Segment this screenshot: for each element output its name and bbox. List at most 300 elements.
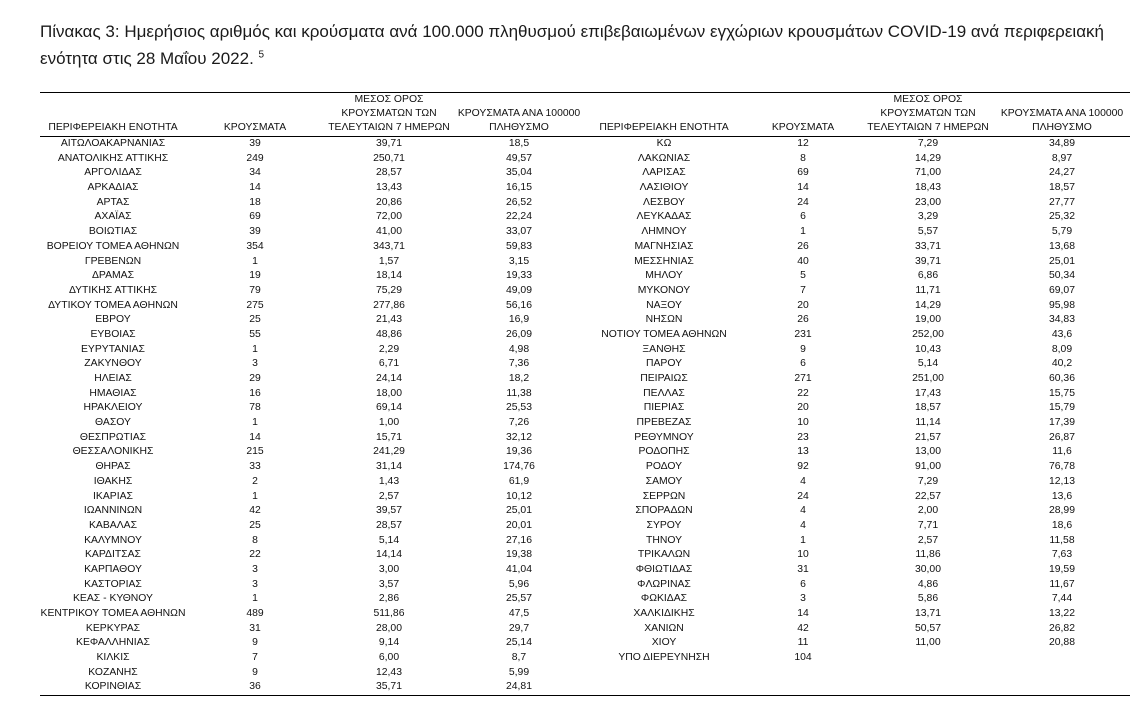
right-avg7-cell: 50,57	[914, 622, 941, 634]
right-region-cell: ΝΑΞΟΥ	[646, 299, 682, 311]
right-per100k-cell	[994, 680, 1130, 695]
left-avg7-cell: 39,57	[375, 505, 402, 517]
left-region-cell: ΚΟΡΙΝΘΙΑΣ	[40, 680, 186, 695]
right-region-cell: ΣΑΜΟΥ	[645, 475, 683, 487]
left-region-cell: ΒΟΙΩΤΙΑΣ	[88, 226, 138, 238]
left-avg7-cell: 1,43	[378, 475, 400, 487]
right-region-cell: ΞΑΝΘΗΣ	[642, 343, 686, 355]
left-avg7-cell: 9,14	[378, 637, 400, 649]
left-cases-cell: 9	[252, 637, 258, 649]
table-row	[40, 445, 1130, 460]
right-avg7-cell: 11,14	[915, 417, 941, 429]
left-avg7-cell: 18,00	[375, 387, 402, 399]
left-cases-cell: 33	[249, 461, 261, 473]
table-row	[40, 431, 1130, 446]
left-cases-cell: 9	[252, 666, 258, 678]
right-avg7-cell: 3,29	[917, 211, 939, 223]
left-cases-cell: 489	[246, 608, 264, 619]
right-per100k-cell: 18,6	[1051, 519, 1073, 531]
header-per100k-left: ΚΡΟΥΣΜΑΤΑ ΑΝΑ 100000 ΠΛΗΘΥΣΜΟ	[454, 93, 584, 137]
left-per100k-cell: 61,9	[508, 475, 530, 487]
right-avg7-cell: 5,86	[917, 593, 939, 605]
left-per100k-cell: 16,9	[508, 314, 530, 326]
left-avg7-cell: 3,00	[378, 563, 400, 575]
right-region-cell: ΡΟΔΟΠΗΣ	[638, 446, 690, 458]
table-row	[40, 328, 1130, 343]
left-avg7-cell: 2,29	[378, 343, 400, 355]
table-row	[40, 548, 1130, 563]
left-cases-cell: 1	[252, 417, 258, 429]
right-cases-cell: 24	[797, 196, 809, 208]
left-per100k-cell: 3,15	[508, 255, 530, 267]
left-per100k-cell: 7,36	[508, 358, 530, 370]
table-row	[40, 592, 1130, 607]
left-avg7-cell: 343,71	[373, 240, 405, 252]
table-row	[40, 563, 1130, 578]
left-avg7-cell: 241,29	[373, 446, 405, 458]
table-row	[40, 269, 1130, 284]
right-per100k-cell: 12,13	[1048, 475, 1075, 487]
right-cases-cell: 14	[797, 182, 809, 194]
left-avg7-cell: 13,43	[375, 182, 402, 194]
right-cases-cell: 6	[800, 211, 806, 223]
right-per100k-cell: 8,09	[1051, 343, 1073, 355]
left-per100k-cell: 10,12	[505, 490, 532, 502]
left-cases-cell: 22	[249, 549, 261, 561]
left-avg7-cell: 6,00	[378, 652, 400, 664]
caption-text: Πίνακας 3: Ημερήσιος αριθμός και κρούσματα ανά 100.000 πληθυσμού επιβεβαιωμένων εγχώριων κρουσμάτων COVID-19 ανά περιφερειακή ενότητα στις 28 Μαΐου 2022.	[40, 22, 1104, 68]
right-per100k-cell: 11,58	[1049, 534, 1075, 546]
left-cases-cell: 55	[249, 328, 261, 340]
right-per100k-cell: 40,2	[1051, 358, 1073, 370]
left-cases-cell: 14	[249, 182, 261, 194]
right-avg7-cell: 39,71	[914, 255, 941, 267]
left-cases-cell: 7	[252, 652, 258, 664]
left-avg7-cell: 21,43	[375, 314, 402, 326]
right-region-cell: ΚΩ	[656, 138, 672, 149]
right-avg7-cell: 5,57	[917, 226, 939, 238]
right-per100k-cell: 25,32	[1048, 211, 1075, 223]
right-per100k-cell	[994, 651, 1130, 666]
left-cases-cell: 39	[249, 138, 261, 149]
left-region-cell: ΗΜΑΘΙΑΣ	[89, 387, 137, 399]
left-region-cell: ΕΥΡΥΤΑΝΙΑΣ	[81, 343, 145, 355]
left-cases-cell: 29	[249, 373, 261, 384]
right-avg7-cell: 2,00	[917, 505, 939, 517]
left-cases-cell: 31	[249, 622, 261, 634]
left-per100k-cell: 22,24	[505, 211, 532, 223]
right-avg7-cell: 18,43	[914, 182, 941, 194]
left-per100k-cell: 27,16	[505, 534, 532, 546]
header-region-right: ΠΕΡΙΦΕΡΕΙΑΚΗ ΕΝΟΤΗΤΑ	[584, 93, 744, 137]
left-cases-cell: 14	[249, 431, 261, 443]
table-row	[40, 181, 1130, 196]
left-avg7-cell: 12,43	[375, 666, 402, 678]
header-cases-left: ΚΡΟΥΣΜΑΤΑ	[186, 93, 324, 137]
table-row	[40, 534, 1130, 549]
right-avg7-cell: 2,57	[917, 534, 939, 546]
left-region-cell: ΚΑΡΔΙΤΣΑΣ	[85, 549, 141, 561]
right-avg7-cell	[862, 666, 994, 681]
header-cases-right: ΚΡΟΥΣΜΑΤΑ	[744, 93, 862, 137]
right-per100k-cell: 43,6	[1051, 328, 1073, 340]
table-body	[40, 137, 1130, 696]
left-per100k-cell: 29,7	[508, 622, 530, 634]
left-region-cell: ΕΒΡΟΥ	[95, 314, 131, 326]
right-cases-cell: 7	[800, 284, 806, 296]
right-cases-cell	[744, 666, 862, 681]
right-avg7-cell: 10,43	[914, 343, 941, 355]
left-cases-cell: 42	[249, 505, 261, 517]
table-row	[40, 460, 1130, 475]
left-region-cell: ΚΕΡΚΥΡΑΣ	[85, 622, 141, 634]
right-avg7-cell: 252,00	[912, 328, 944, 340]
left-cases-cell: 1	[252, 343, 258, 355]
left-per100k-cell: 174,76	[503, 461, 535, 473]
right-cases-cell: 11	[797, 637, 809, 649]
right-region-cell: ΥΠΟ ΔΙΕΡΕΥΝΗΣΗ	[618, 652, 710, 664]
left-region-cell: ΔΥΤΙΚΟΥ ΤΟΜΕΑ ΑΘΗΝΩΝ	[48, 299, 178, 311]
right-per100k-cell: 13,22	[1048, 608, 1075, 619]
left-per100k-cell: 16,15	[505, 182, 532, 194]
left-avg7-cell: 72,00	[375, 211, 402, 223]
left-per100k-cell: 20,01	[505, 519, 532, 531]
right-cases-cell: 20	[797, 299, 809, 311]
table-row	[40, 680, 1130, 695]
right-per100k-cell: 8,97	[1051, 152, 1073, 164]
left-cases-cell: 354	[246, 240, 264, 252]
right-cases-cell: 8	[800, 152, 806, 164]
left-per100k-cell: 49,09	[505, 284, 532, 296]
right-cases-cell: 42	[797, 622, 809, 634]
left-avg7-cell: 1,00	[378, 417, 400, 429]
table-row	[40, 196, 1130, 211]
right-region-cell: ΠΑΡΟΥ	[645, 358, 683, 370]
left-per100k-cell: 59,83	[505, 240, 532, 252]
table-row	[40, 225, 1130, 240]
right-region-cell	[584, 666, 744, 681]
left-avg7-cell: 14,14	[375, 549, 402, 561]
left-per100k-cell: 56,16	[505, 299, 532, 311]
right-avg7-cell: 14,29	[914, 152, 941, 164]
table-row	[40, 137, 1130, 152]
right-avg7-cell: 5,14	[917, 358, 939, 370]
header-avg7-left: ΜΕΣΟΣ ΟΡΟΣ ΚΡΟΥΣΜΑΤΩΝ ΤΩΝ ΤΕΛΕΥΤΑΙΩΝ 7 ΗΜΕΡΩΝ	[324, 93, 454, 137]
right-region-cell: ΧΙΟΥ	[651, 637, 677, 649]
left-cases-cell: 16	[249, 387, 261, 399]
left-avg7-cell: 2,57	[378, 490, 400, 502]
right-per100k-cell: 15,75	[1048, 387, 1075, 399]
left-region-cell: ΔΡΑΜΑΣ	[91, 270, 135, 282]
left-avg7-cell: 41,00	[375, 226, 402, 238]
right-region-cell: ΣΥΡΟΥ	[646, 519, 682, 531]
right-region-cell: ΠΡΕΒΕΖΑΣ	[636, 417, 692, 429]
table-row	[40, 166, 1130, 181]
left-region-cell: ΙΚΑΡΙΑΣ	[93, 490, 133, 502]
left-region-cell: ΑΙΤΩΛΟΑΚΑΡΝΑΝΙΑΣ	[60, 138, 166, 149]
table-row	[40, 313, 1130, 328]
left-per100k-cell: 24,81	[454, 680, 584, 695]
right-region-cell: ΛΑΚΩΝΙΑΣ	[637, 152, 691, 164]
right-cases-cell: 69	[797, 167, 809, 179]
right-cases-cell: 26	[797, 314, 809, 326]
right-cases-cell: 23	[797, 431, 809, 443]
left-region-cell: ΚΕΑΣ - ΚΥΘΝΟΥ	[73, 593, 153, 605]
left-region-cell: ΕΥΒΟΙΑΣ	[90, 328, 136, 340]
right-per100k-cell: 69,07	[1048, 284, 1075, 296]
right-per100k-cell	[994, 666, 1130, 681]
table-row	[40, 475, 1130, 490]
right-per100k-cell: 60,36	[1048, 373, 1075, 384]
right-region-cell: ΦΛΩΡΙΝΑΣ	[637, 578, 691, 590]
left-region-cell: ΚΕΝΤΡΙΚΟΥ ΤΟΜΕΑ ΑΘΗΝΩΝ	[40, 608, 186, 619]
right-region-cell: ΤΗΝΟΥ	[645, 534, 683, 546]
left-region-cell: ΘΕΣΠΡΩΤΙΑΣ	[79, 431, 147, 443]
left-per100k-cell: 49,57	[505, 152, 532, 164]
left-per100k-cell: 19,38	[505, 549, 532, 561]
right-cases-cell: 14	[797, 608, 809, 619]
right-avg7-cell: 11,00	[915, 637, 941, 649]
right-avg7-cell	[862, 680, 994, 695]
left-avg7-cell: 69,14	[375, 402, 402, 414]
table-row	[40, 651, 1130, 666]
right-per100k-cell: 11,6	[1052, 446, 1072, 458]
left-avg7-cell: 31,14	[375, 461, 402, 473]
left-cases-cell: 2	[252, 475, 258, 487]
right-cases-cell: 4	[800, 519, 806, 531]
table-row	[40, 152, 1130, 167]
left-cases-cell: 1	[252, 593, 258, 605]
right-cases-cell: 26	[797, 240, 809, 252]
left-region-cell: ΗΡΑΚΛΕΙΟΥ	[83, 402, 143, 414]
left-region-cell: ΔΥΤΙΚΗΣ ΑΤΤΙΚΗΣ	[68, 284, 158, 296]
left-region-cell: ΗΛΕΙΑΣ	[94, 373, 132, 384]
right-cases-cell: 10	[797, 549, 809, 561]
left-region-cell: ΑΝΑΤΟΛΙΚΗΣ ΑΤΤΙΚΗΣ	[57, 152, 169, 164]
left-region-cell: ΚΑΛΥΜΝΟΥ	[84, 534, 142, 546]
left-cases-cell: 18	[249, 196, 261, 208]
left-cases-cell: 1	[252, 255, 258, 267]
left-region-cell: ΚΟΖΑΝΗΣ	[88, 666, 138, 678]
right-avg7-cell: 23,00	[914, 196, 941, 208]
left-region-cell: ΖΑΚΥΝΘΟΥ	[84, 358, 142, 370]
right-avg7-cell: 13,71	[914, 608, 941, 619]
left-cases-cell: 34	[249, 167, 261, 179]
right-per100k-cell: 34,83	[1048, 314, 1075, 326]
left-per100k-cell: 11,38	[506, 387, 532, 399]
table-row	[40, 401, 1130, 416]
left-per100k-cell: 35,04	[505, 167, 532, 179]
right-region-cell: ΠΙΕΡΙΑΣ	[643, 402, 685, 414]
right-cases-cell: 4	[800, 505, 806, 517]
left-region-cell: ΑΡΤΑΣ	[96, 196, 130, 208]
table-row	[40, 519, 1130, 534]
left-cases-cell: 249	[246, 152, 264, 164]
right-avg7-cell: 6,86	[917, 270, 939, 282]
left-avg7-cell: 250,71	[373, 152, 405, 164]
table-row	[40, 210, 1130, 225]
left-avg7-cell: 6,71	[378, 358, 400, 370]
covid-cases-table	[40, 92, 1130, 696]
left-avg7-cell: 1,57	[378, 255, 400, 267]
right-per100k-cell: 76,78	[1048, 461, 1075, 473]
table-caption	[40, 18, 1130, 72]
right-region-cell: ΛΑΣΙΘΙΟΥ	[639, 182, 689, 194]
right-cases-cell: 12	[797, 138, 809, 149]
table-row	[40, 284, 1130, 299]
right-region-cell: ΤΡΙΚΑΛΩΝ	[637, 549, 691, 561]
right-per100k-cell: 15,79	[1048, 402, 1075, 414]
right-region-cell: ΦΩΚΙΔΑΣ	[640, 593, 688, 605]
left-per100k-cell: 8,7	[511, 652, 527, 664]
left-avg7-cell: 2,86	[378, 593, 400, 605]
right-per100k-cell: 26,87	[1048, 431, 1075, 443]
right-cases-cell	[744, 680, 862, 695]
right-region-cell	[584, 680, 744, 695]
table-row	[40, 357, 1130, 372]
left-region-cell: ΚΑΡΠΑΘΟΥ	[84, 563, 142, 575]
right-region-cell: ΝΟΤΙΟΥ ΤΟΜΕΑ ΑΘΗΝΩΝ	[601, 328, 727, 340]
left-region-cell: ΑΧΑΪΑΣ	[94, 211, 132, 223]
right-region-cell: ΜΗΛΟΥ	[645, 270, 683, 282]
right-cases-cell: 271	[794, 373, 812, 384]
right-per100k-cell: 11,67	[1049, 578, 1075, 590]
left-per100k-cell: 4,98	[508, 343, 530, 355]
left-avg7-cell: 28,00	[375, 622, 402, 634]
right-per100k-cell: 17,39	[1048, 417, 1075, 429]
right-cases-cell: 31	[797, 563, 809, 575]
right-per100k-cell: 20,88	[1048, 637, 1075, 649]
right-per100k-cell: 50,34	[1048, 270, 1075, 282]
right-per100k-cell: 19,59	[1048, 563, 1075, 575]
right-avg7-cell	[862, 651, 994, 666]
right-avg7-cell: 21,57	[914, 431, 941, 443]
right-cases-cell: 92	[797, 461, 809, 473]
left-cases-cell: 25	[249, 314, 261, 326]
left-avg7-cell: 35,71	[324, 680, 454, 695]
header-region-left: ΠΕΡΙΦΕΡΕΙΑΚΗ ΕΝΟΤΗΤΑ	[40, 93, 186, 137]
left-per100k-cell: 33,07	[505, 226, 532, 238]
table-row	[40, 666, 1130, 681]
right-cases-cell: 104	[794, 652, 812, 664]
right-per100k-cell: 28,99	[1048, 505, 1075, 517]
right-avg7-cell: 11,71	[915, 284, 941, 296]
right-per100k-cell: 18,57	[1048, 182, 1075, 194]
left-avg7-cell: 277,86	[373, 299, 405, 311]
right-region-cell: ΛΗΜΝΟΥ	[641, 226, 687, 238]
right-region-cell: ΜΥΚΟΝΟΥ	[637, 284, 691, 296]
right-avg7-cell: 4,86	[917, 578, 939, 590]
right-per100k-cell: 95,98	[1048, 299, 1075, 311]
right-region-cell: ΣΠΟΡΑΔΩΝ	[635, 505, 693, 517]
left-avg7-cell: 511,86	[373, 608, 405, 619]
left-region-cell: ΚΕΦΑΛΛΗΝΙΑΣ	[76, 637, 150, 649]
left-avg7-cell: 28,57	[375, 519, 402, 531]
left-region-cell: ΒΟΡΕΙΟΥ ΤΟΜΕΑ ΑΘΗΝΩΝ	[46, 240, 180, 252]
left-region-cell: ΚΙΛΚΙΣ	[96, 652, 130, 664]
left-avg7-cell: 24,14	[375, 373, 402, 384]
left-cases-cell: 79	[249, 284, 261, 296]
left-per100k-cell: 18,2	[508, 373, 530, 384]
right-cases-cell: 6	[800, 578, 806, 590]
right-region-cell: ΣΕΡΡΩΝ	[642, 490, 686, 502]
right-avg7-cell: 71,00	[914, 167, 941, 179]
right-cases-cell: 4	[800, 475, 806, 487]
right-avg7-cell: 11,86	[915, 549, 941, 561]
left-per100k-cell: 32,12	[505, 431, 532, 443]
table-row	[40, 343, 1130, 358]
table-row	[40, 255, 1130, 270]
table-row	[40, 416, 1130, 431]
right-cases-cell: 20	[797, 402, 809, 414]
left-region-cell: ΙΘΑΚΗΣ	[93, 475, 133, 487]
right-cases-cell: 10	[797, 417, 809, 429]
header-per100k-right: ΚΡΟΥΣΜΑΤΑ ΑΝΑ 100000 ΠΛΗΘΥΣΜΟ	[994, 93, 1130, 137]
right-per100k-cell: 27,77	[1048, 196, 1075, 208]
table-row	[40, 490, 1130, 505]
right-region-cell: ΠΕΛΛΑΣ	[643, 387, 685, 399]
left-cases-cell: 275	[246, 299, 264, 311]
table-row	[40, 636, 1130, 651]
table-row	[40, 622, 1130, 637]
right-region-cell: ΦΘΙΩΤΙΔΑΣ	[635, 563, 693, 575]
left-region-cell: ΘΑΣΟΥ	[95, 417, 131, 429]
right-region-cell: ΡΕΘΥΜΝΟΥ	[634, 431, 694, 443]
right-region-cell: ΛΕΥΚΑΔΑΣ	[636, 211, 692, 223]
right-cases-cell: 5	[800, 270, 806, 282]
left-avg7-cell: 3,57	[378, 578, 400, 590]
left-per100k-cell: 7,26	[508, 417, 530, 429]
header-row	[40, 93, 1130, 137]
left-region-cell: ΚΑΒΑΛΑΣ	[88, 519, 138, 531]
left-region-cell: ΚΑΣΤΟΡΙΑΣ	[84, 578, 142, 590]
right-per100k-cell: 26,82	[1048, 622, 1075, 634]
right-cases-cell: 3	[800, 593, 806, 605]
table-row	[40, 372, 1130, 387]
right-avg7-cell: 17,43	[914, 387, 941, 399]
left-per100k-cell: 41,04	[505, 563, 532, 575]
right-region-cell: ΧΑΝΙΩΝ	[644, 622, 684, 634]
left-region-cell: ΘΕΣΣΑΛΟΝΙΚΗΣ	[72, 446, 154, 458]
left-region-cell: ΑΡΚΑΔΙΑΣ	[87, 182, 139, 194]
left-cases-cell: 8	[252, 534, 258, 546]
right-avg7-cell: 7,29	[917, 475, 939, 487]
left-avg7-cell: 28,57	[375, 167, 402, 179]
header-avg7-right: ΜΕΣΟΣ ΟΡΟΣ ΚΡΟΥΣΜΑΤΩΝ ΤΩΝ ΤΕΛΕΥΤΑΙΩΝ 7 ΗΜΕΡΩΝ	[862, 93, 994, 137]
left-cases-cell: 69	[249, 211, 261, 223]
right-avg7-cell: 7,29	[917, 138, 939, 149]
left-avg7-cell: 15,71	[375, 431, 402, 443]
left-cases-cell: 19	[249, 270, 261, 282]
right-avg7-cell: 19,00	[914, 314, 941, 326]
right-avg7-cell: 7,71	[917, 519, 939, 531]
left-cases-cell: 39	[249, 226, 261, 238]
left-cases-cell: 78	[249, 402, 261, 414]
right-per100k-cell: 13,6	[1051, 490, 1073, 502]
right-region-cell: ΝΗΣΩΝ	[645, 314, 683, 326]
left-per100k-cell: 25,53	[505, 402, 532, 414]
left-per100k-cell: 19,36	[505, 446, 532, 458]
right-region-cell: ΡΟΔΟΥ	[645, 461, 683, 473]
left-region-cell: ΙΩΑΝΝΙΝΩΝ	[83, 505, 143, 517]
right-cases-cell: 13	[797, 446, 809, 458]
left-per100k-cell: 25,01	[505, 505, 532, 517]
left-avg7-cell: 5,14	[378, 534, 400, 546]
left-avg7-cell: 75,29	[375, 284, 402, 296]
right-region-cell: ΜΑΓΝΗΣΙΑΣ	[634, 240, 694, 252]
left-per100k-cell: 5,99	[508, 666, 530, 678]
right-cases-cell: 22	[797, 387, 809, 399]
